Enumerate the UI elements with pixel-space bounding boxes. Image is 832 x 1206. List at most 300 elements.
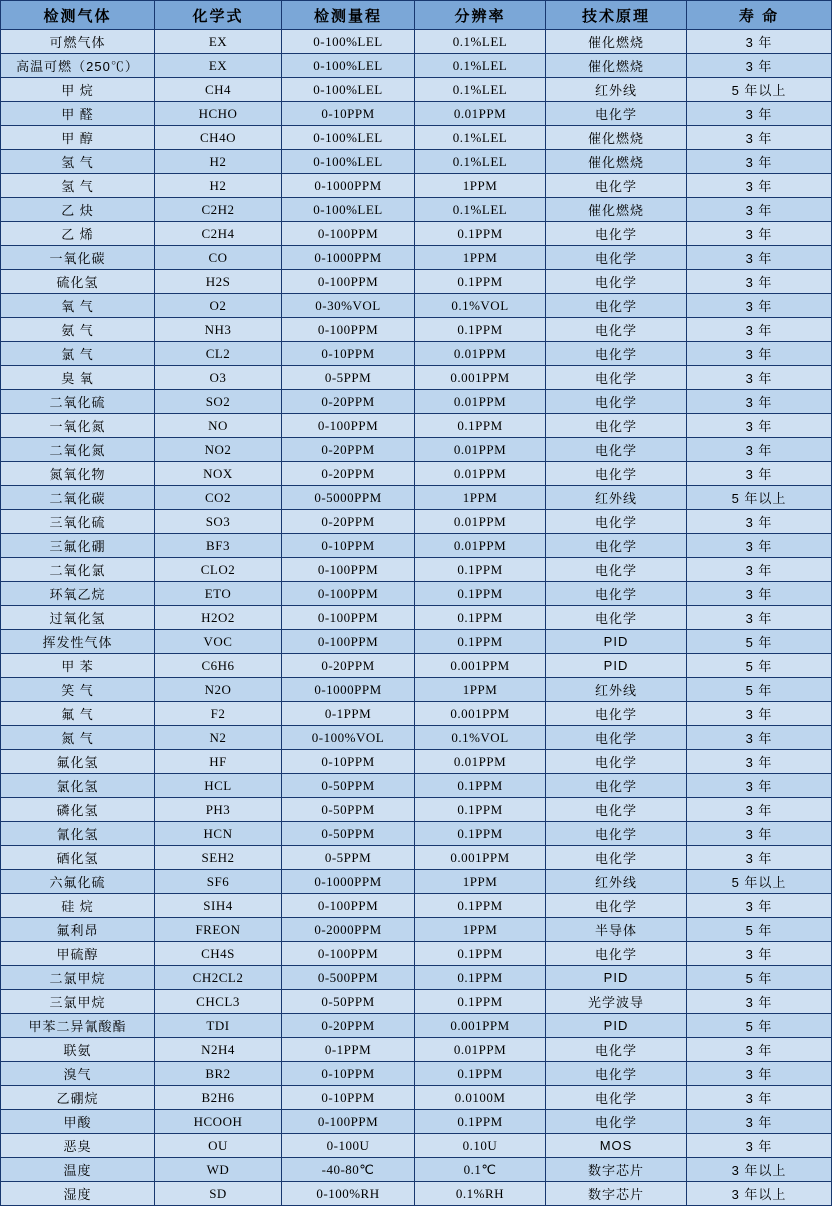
cell-resolution: 0.01PPM (415, 438, 546, 462)
cell-lifespan: 3 年 (687, 846, 832, 870)
table-row (1, 462, 832, 486)
table-row (1, 174, 832, 198)
cell-chemical-formula: CH2CL2 (155, 966, 282, 990)
cell-technology: 电化学 (546, 534, 687, 558)
cell-resolution: 0.001PPM (415, 846, 546, 870)
cell-resolution: 0.1%VOL (415, 294, 546, 318)
table-row (1, 1062, 832, 1086)
cell-chemical-formula: CH4S (155, 942, 282, 966)
cell-lifespan: 3 年 (687, 30, 832, 54)
cell-gas-name: 氨 气 (1, 318, 155, 342)
cell-resolution: 0.1PPM (415, 558, 546, 582)
cell-chemical-formula: CO2 (155, 486, 282, 510)
cell-chemical-formula: SF6 (155, 870, 282, 894)
cell-technology: 电化学 (546, 726, 687, 750)
cell-gas-name: 二氯甲烷 (1, 966, 155, 990)
cell-gas-name: 三氧化硫 (1, 510, 155, 534)
cell-chemical-formula: SO2 (155, 390, 282, 414)
cell-chemical-formula: HCOOH (155, 1110, 282, 1134)
cell-lifespan: 3 年 (687, 942, 832, 966)
cell-resolution: 0.1%LEL (415, 150, 546, 174)
cell-gas-name: 溴气 (1, 1062, 155, 1086)
cell-measuring-range: 0-100%LEL (282, 54, 415, 78)
cell-technology: 电化学 (546, 750, 687, 774)
cell-resolution: 0.1%LEL (415, 30, 546, 54)
cell-resolution: 0.01PPM (415, 102, 546, 126)
cell-chemical-formula: NO2 (155, 438, 282, 462)
cell-technology: 电化学 (546, 294, 687, 318)
cell-chemical-formula: OU (155, 1134, 282, 1158)
table-row (1, 342, 832, 366)
cell-measuring-range: 0-100PPM (282, 894, 415, 918)
cell-technology: 数字芯片 (546, 1182, 687, 1206)
cell-measuring-range: 0-1PPM (282, 702, 415, 726)
cell-gas-name: 氰化氢 (1, 822, 155, 846)
cell-resolution: 1PPM (415, 174, 546, 198)
cell-technology: 电化学 (546, 342, 687, 366)
cell-measuring-range: 0-100U (282, 1134, 415, 1158)
cell-lifespan: 3 年 (687, 822, 832, 846)
cell-resolution: 1PPM (415, 678, 546, 702)
cell-chemical-formula: VOC (155, 630, 282, 654)
cell-resolution: 1PPM (415, 246, 546, 270)
table-row (1, 294, 832, 318)
table-row (1, 558, 832, 582)
cell-gas-name: 湿度 (1, 1182, 155, 1206)
table-row (1, 222, 832, 246)
cell-lifespan: 3 年以上 (687, 1182, 832, 1206)
column-header-technology: 技术原理 (546, 1, 687, 30)
cell-gas-name: 硫化氢 (1, 270, 155, 294)
table-row (1, 1182, 832, 1206)
cell-resolution: 0.10U (415, 1134, 546, 1158)
table-row (1, 918, 832, 942)
table-row (1, 678, 832, 702)
cell-lifespan: 3 年 (687, 1062, 832, 1086)
cell-lifespan: 3 年 (687, 174, 832, 198)
cell-resolution: 0.1PPM (415, 270, 546, 294)
cell-chemical-formula: C2H2 (155, 198, 282, 222)
cell-gas-name: 甲苯二异氰酸酯 (1, 1014, 155, 1038)
cell-measuring-range: 0-10PPM (282, 1086, 415, 1110)
cell-chemical-formula: BR2 (155, 1062, 282, 1086)
cell-measuring-range: 0-50PPM (282, 798, 415, 822)
cell-technology: PID (546, 654, 687, 678)
table-row (1, 1158, 832, 1182)
cell-lifespan: 3 年 (687, 1038, 832, 1062)
cell-technology: 电化学 (546, 102, 687, 126)
table-row (1, 318, 832, 342)
cell-lifespan: 3 年 (687, 126, 832, 150)
cell-measuring-range: 0-10PPM (282, 102, 415, 126)
cell-lifespan: 3 年 (687, 726, 832, 750)
cell-technology: 电化学 (546, 1110, 687, 1134)
cell-gas-name: 乙 烯 (1, 222, 155, 246)
cell-technology: 电化学 (546, 582, 687, 606)
cell-resolution: 0.1PPM (415, 1062, 546, 1086)
table-row (1, 1014, 832, 1038)
table-row (1, 150, 832, 174)
cell-gas-name: 二氧化硫 (1, 390, 155, 414)
cell-lifespan: 3 年 (687, 1086, 832, 1110)
column-header-gas-name: 检测气体 (1, 1, 155, 30)
cell-lifespan: 3 年 (687, 198, 832, 222)
cell-measuring-range: 0-100PPM (282, 582, 415, 606)
cell-technology: 电化学 (546, 606, 687, 630)
cell-measuring-range: 0-20PPM (282, 1014, 415, 1038)
cell-lifespan: 3 年 (687, 366, 832, 390)
cell-gas-name: 甲 烷 (1, 78, 155, 102)
cell-measuring-range: 0-50PPM (282, 774, 415, 798)
cell-measuring-range: 0-10PPM (282, 750, 415, 774)
cell-lifespan: 3 年 (687, 462, 832, 486)
cell-lifespan: 3 年 (687, 534, 832, 558)
cell-chemical-formula: ETO (155, 582, 282, 606)
cell-resolution: 0.1PPM (415, 414, 546, 438)
table-row (1, 102, 832, 126)
cell-gas-name: 氧 气 (1, 294, 155, 318)
cell-technology: 电化学 (546, 174, 687, 198)
cell-measuring-range: 0-100PPM (282, 558, 415, 582)
cell-gas-name: 乙硼烷 (1, 1086, 155, 1110)
cell-lifespan: 5 年 (687, 1014, 832, 1038)
cell-gas-name: 六氟化硫 (1, 870, 155, 894)
cell-measuring-range: 0-2000PPM (282, 918, 415, 942)
cell-measuring-range: 0-100%RH (282, 1182, 415, 1206)
cell-lifespan: 3 年 (687, 1110, 832, 1134)
cell-gas-name: 笑 气 (1, 678, 155, 702)
cell-measuring-range: 0-500PPM (282, 966, 415, 990)
column-header-measuring-range: 检测量程 (282, 1, 415, 30)
cell-chemical-formula: PH3 (155, 798, 282, 822)
cell-technology: 催化燃烧 (546, 126, 687, 150)
cell-resolution: 0.1%LEL (415, 54, 546, 78)
table-row (1, 942, 832, 966)
table-row (1, 846, 832, 870)
cell-lifespan: 3 年 (687, 582, 832, 606)
cell-gas-name: 硒化氢 (1, 846, 155, 870)
cell-chemical-formula: C6H6 (155, 654, 282, 678)
cell-technology: 电化学 (546, 270, 687, 294)
cell-chemical-formula: CHCL3 (155, 990, 282, 1014)
cell-chemical-formula: CH4O (155, 126, 282, 150)
cell-gas-name: 恶臭 (1, 1134, 155, 1158)
table-row (1, 990, 832, 1014)
cell-technology: 电化学 (546, 438, 687, 462)
cell-gas-name: 一氧化碳 (1, 246, 155, 270)
cell-gas-name: 三氟化硼 (1, 534, 155, 558)
cell-gas-name: 二氧化氯 (1, 558, 155, 582)
cell-resolution: 0.1PPM (415, 318, 546, 342)
cell-technology: 电化学 (546, 702, 687, 726)
cell-chemical-formula: CL2 (155, 342, 282, 366)
table-row (1, 366, 832, 390)
cell-gas-name: 过氧化氢 (1, 606, 155, 630)
cell-chemical-formula: NOX (155, 462, 282, 486)
cell-technology: PID (546, 630, 687, 654)
cell-resolution: 0.1PPM (415, 822, 546, 846)
cell-chemical-formula: H2S (155, 270, 282, 294)
cell-lifespan: 3 年 (687, 798, 832, 822)
cell-resolution: 0.01PPM (415, 750, 546, 774)
cell-technology: 电化学 (546, 774, 687, 798)
cell-technology: 数字芯片 (546, 1158, 687, 1182)
cell-resolution: 1PPM (415, 870, 546, 894)
cell-technology: 电化学 (546, 798, 687, 822)
cell-lifespan: 3 年 (687, 606, 832, 630)
cell-lifespan: 5 年以上 (687, 486, 832, 510)
cell-resolution: 0.01PPM (415, 1038, 546, 1062)
cell-chemical-formula: CO (155, 246, 282, 270)
cell-lifespan: 3 年 (687, 1134, 832, 1158)
cell-measuring-range: 0-50PPM (282, 990, 415, 1014)
table-row (1, 414, 832, 438)
table-row (1, 270, 832, 294)
cell-gas-name: 可燃气体 (1, 30, 155, 54)
cell-measuring-range: 0-100%VOL (282, 726, 415, 750)
table-row (1, 78, 832, 102)
cell-resolution: 0.1PPM (415, 606, 546, 630)
cell-lifespan: 3 年 (687, 750, 832, 774)
table-row (1, 582, 832, 606)
cell-chemical-formula: O3 (155, 366, 282, 390)
cell-lifespan: 5 年 (687, 678, 832, 702)
cell-resolution: 0.01PPM (415, 462, 546, 486)
cell-gas-name: 甲硫醇 (1, 942, 155, 966)
cell-chemical-formula: H2 (155, 174, 282, 198)
cell-chemical-formula: BF3 (155, 534, 282, 558)
column-header-lifespan: 寿 命 (687, 1, 832, 30)
cell-lifespan: 3 年 (687, 990, 832, 1014)
cell-measuring-range: 0-10PPM (282, 534, 415, 558)
table-row (1, 510, 832, 534)
cell-technology: 电化学 (546, 462, 687, 486)
cell-lifespan: 3 年 (687, 222, 832, 246)
cell-lifespan: 3 年 (687, 54, 832, 78)
cell-chemical-formula: H2 (155, 150, 282, 174)
column-header-resolution: 分辨率 (415, 1, 546, 30)
cell-measuring-range: 0-20PPM (282, 462, 415, 486)
table-header (1, 1, 832, 30)
cell-resolution: 0.1PPM (415, 582, 546, 606)
cell-gas-name: 环氧乙烷 (1, 582, 155, 606)
cell-gas-name: 甲 醛 (1, 102, 155, 126)
cell-technology: 电化学 (546, 390, 687, 414)
cell-technology: 电化学 (546, 222, 687, 246)
cell-resolution: 0.1PPM (415, 222, 546, 246)
cell-lifespan: 5 年 (687, 918, 832, 942)
cell-measuring-range: 0-100PPM (282, 414, 415, 438)
cell-chemical-formula: SEH2 (155, 846, 282, 870)
cell-measuring-range: 0-100%LEL (282, 30, 415, 54)
cell-chemical-formula: N2 (155, 726, 282, 750)
cell-resolution: 0.01PPM (415, 510, 546, 534)
cell-measuring-range: 0-20PPM (282, 654, 415, 678)
table-row (1, 774, 832, 798)
cell-gas-name: 氮氧化物 (1, 462, 155, 486)
table-row (1, 630, 832, 654)
cell-lifespan: 3 年 (687, 342, 832, 366)
cell-measuring-range: 0-30%VOL (282, 294, 415, 318)
cell-resolution: 0.1PPM (415, 1110, 546, 1134)
cell-measuring-range: 0-100PPM (282, 222, 415, 246)
cell-technology: 半导体 (546, 918, 687, 942)
cell-chemical-formula: TDI (155, 1014, 282, 1038)
cell-measuring-range: 0-50PPM (282, 822, 415, 846)
cell-lifespan: 3 年以上 (687, 1158, 832, 1182)
cell-measuring-range: 0-100%LEL (282, 150, 415, 174)
cell-gas-name: 氟 气 (1, 702, 155, 726)
cell-resolution: 0.001PPM (415, 366, 546, 390)
cell-measuring-range: 0-10PPM (282, 1062, 415, 1086)
cell-resolution: 0.1PPM (415, 966, 546, 990)
cell-technology: 催化燃烧 (546, 198, 687, 222)
cell-technology: PID (546, 1014, 687, 1038)
cell-gas-name: 氯 气 (1, 342, 155, 366)
cell-technology: 电化学 (546, 414, 687, 438)
cell-resolution: 0.1%LEL (415, 126, 546, 150)
cell-chemical-formula: CLO2 (155, 558, 282, 582)
table-row (1, 726, 832, 750)
table-row (1, 1134, 832, 1158)
cell-chemical-formula: N2H4 (155, 1038, 282, 1062)
cell-resolution: 0.1PPM (415, 942, 546, 966)
cell-measuring-range: 0-1000PPM (282, 246, 415, 270)
cell-chemical-formula: NH3 (155, 318, 282, 342)
cell-measuring-range: 0-1PPM (282, 1038, 415, 1062)
cell-resolution: 0.1℃ (415, 1158, 546, 1182)
cell-technology: 电化学 (546, 510, 687, 534)
cell-chemical-formula: C2H4 (155, 222, 282, 246)
cell-gas-name: 挥发性气体 (1, 630, 155, 654)
cell-gas-name: 硅 烷 (1, 894, 155, 918)
table-row (1, 438, 832, 462)
cell-measuring-range: 0-5000PPM (282, 486, 415, 510)
cell-gas-name: 二氧化碳 (1, 486, 155, 510)
cell-chemical-formula: SD (155, 1182, 282, 1206)
cell-measuring-range: 0-100PPM (282, 318, 415, 342)
cell-gas-name: 乙 炔 (1, 198, 155, 222)
cell-technology: 电化学 (546, 1062, 687, 1086)
cell-gas-name: 氯化氢 (1, 774, 155, 798)
cell-lifespan: 3 年 (687, 510, 832, 534)
cell-measuring-range: 0-100%LEL (282, 198, 415, 222)
table-row (1, 966, 832, 990)
table-row (1, 54, 832, 78)
cell-gas-name: 二氧化氮 (1, 438, 155, 462)
cell-chemical-formula: HCN (155, 822, 282, 846)
cell-chemical-formula: WD (155, 1158, 282, 1182)
table-row (1, 486, 832, 510)
cell-lifespan: 3 年 (687, 774, 832, 798)
table-row (1, 798, 832, 822)
cell-resolution: 0.01PPM (415, 390, 546, 414)
cell-technology: 光学波导 (546, 990, 687, 1014)
cell-technology: 电化学 (546, 1086, 687, 1110)
table-row (1, 126, 832, 150)
cell-lifespan: 3 年 (687, 390, 832, 414)
cell-resolution: 0.1%LEL (415, 78, 546, 102)
cell-chemical-formula: HF (155, 750, 282, 774)
cell-technology: 红外线 (546, 870, 687, 894)
cell-resolution: 0.1PPM (415, 894, 546, 918)
cell-technology: 电化学 (546, 822, 687, 846)
cell-lifespan: 3 年 (687, 318, 832, 342)
cell-resolution: 1PPM (415, 918, 546, 942)
cell-resolution: 0.001PPM (415, 654, 546, 678)
table-row (1, 606, 832, 630)
cell-lifespan: 3 年 (687, 246, 832, 270)
cell-chemical-formula: FREON (155, 918, 282, 942)
cell-chemical-formula: O2 (155, 294, 282, 318)
cell-technology: 电化学 (546, 558, 687, 582)
table-row (1, 30, 832, 54)
cell-chemical-formula: NO (155, 414, 282, 438)
cell-gas-name: 甲 醇 (1, 126, 155, 150)
table-body (1, 30, 832, 1206)
cell-gas-name: 氢 气 (1, 150, 155, 174)
cell-resolution: 1PPM (415, 486, 546, 510)
cell-measuring-range: 0-1000PPM (282, 678, 415, 702)
cell-gas-name: 氢 气 (1, 174, 155, 198)
table-row (1, 750, 832, 774)
cell-technology: 红外线 (546, 486, 687, 510)
cell-gas-name: 氟化氢 (1, 750, 155, 774)
cell-lifespan: 3 年 (687, 102, 832, 126)
cell-lifespan: 5 年以上 (687, 870, 832, 894)
cell-measuring-range: 0-20PPM (282, 510, 415, 534)
cell-technology: 电化学 (546, 942, 687, 966)
cell-lifespan: 5 年以上 (687, 78, 832, 102)
table-row (1, 534, 832, 558)
cell-resolution: 0.1%RH (415, 1182, 546, 1206)
cell-gas-name: 高温可燃（250℃） (1, 54, 155, 78)
cell-resolution: 0.01PPM (415, 534, 546, 558)
cell-lifespan: 3 年 (687, 150, 832, 174)
cell-gas-name: 一氧化氮 (1, 414, 155, 438)
cell-technology: MOS (546, 1134, 687, 1158)
cell-gas-name: 甲酸 (1, 1110, 155, 1134)
cell-resolution: 0.1%LEL (415, 198, 546, 222)
cell-resolution: 0.1%VOL (415, 726, 546, 750)
cell-chemical-formula: SIH4 (155, 894, 282, 918)
cell-resolution: 0.001PPM (415, 702, 546, 726)
cell-technology: PID (546, 966, 687, 990)
cell-lifespan: 5 年 (687, 654, 832, 678)
table-row (1, 822, 832, 846)
cell-measuring-range: 0-100PPM (282, 606, 415, 630)
cell-lifespan: 3 年 (687, 294, 832, 318)
cell-chemical-formula: F2 (155, 702, 282, 726)
cell-measuring-range: 0-100PPM (282, 630, 415, 654)
table-row (1, 702, 832, 726)
cell-measuring-range: 0-10PPM (282, 342, 415, 366)
cell-measuring-range: 0-1000PPM (282, 174, 415, 198)
column-header-chemical-formula: 化学式 (155, 1, 282, 30)
cell-measuring-range: 0-20PPM (282, 390, 415, 414)
cell-resolution: 0.1PPM (415, 630, 546, 654)
cell-lifespan: 3 年 (687, 894, 832, 918)
cell-measuring-range: 0-1000PPM (282, 870, 415, 894)
cell-lifespan: 3 年 (687, 414, 832, 438)
cell-gas-name: 磷化氢 (1, 798, 155, 822)
cell-gas-name: 甲 苯 (1, 654, 155, 678)
table-row (1, 1038, 832, 1062)
cell-technology: 红外线 (546, 78, 687, 102)
cell-measuring-range: -40-80℃ (282, 1158, 415, 1182)
cell-chemical-formula: SO3 (155, 510, 282, 534)
cell-chemical-formula: HCHO (155, 102, 282, 126)
